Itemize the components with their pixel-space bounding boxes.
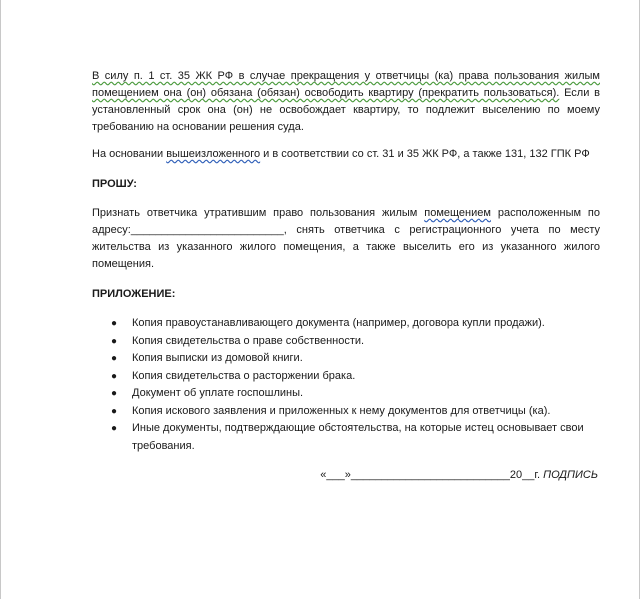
paragraph-request — [92, 205, 600, 273]
list-item — [92, 315, 600, 333]
list-item-text: Копия свидетельства о расторжении брака. — [132, 369, 356, 382]
paragraph-text: и в соответствии со ст. 31 и 35 ЖК РФ, а также 131, 132 ГПК РФ — [260, 148, 590, 160]
spell-flagged-word: помещением — [424, 207, 491, 219]
signature-date: «___»__________________________20__г. — [320, 469, 541, 481]
bullet-icon: ● — [111, 318, 118, 329]
paragraph-text: Если в установленный срок она (он) не освобождает квартиру, то подлежит выселению по моему требованию на основании решения суда. — [92, 87, 600, 133]
list-item-text: Документ об уплате госпошлины. — [132, 387, 304, 399]
list-item-text: Копия свидетельства о праве собственности. — [132, 334, 365, 347]
bullet-icon: ● — [111, 335, 118, 347]
bullet-icon: ● — [111, 423, 118, 434]
signature-line — [320, 469, 598, 481]
spell-flagged-word: вышеизложенного — [166, 148, 261, 160]
list-item — [92, 350, 600, 368]
list-item — [92, 385, 600, 403]
paragraph-text: расположенным по адресу:_________________________, снять ответчика с регистрационного учета по месту жительства из указанного жилого помещения, а также выселить его из указанного жилого помещения. — [92, 207, 600, 270]
bullet-icon: ● — [111, 405, 118, 417]
list-item-text: Иные документы, подтверждающие обстоятельства, на которые истец основывает свои требования. — [132, 422, 584, 452]
document-body — [92, 68, 600, 455]
paragraph-text: Признать ответчика утратившим право пользования жилым — [92, 207, 425, 219]
attachments-heading: ПРИЛОЖЕНИЕ: — [92, 288, 176, 300]
bullet-icon: ● — [111, 388, 118, 399]
request-heading: ПРОШУ: — [92, 178, 137, 190]
list-item — [92, 403, 600, 421]
bullet-icon: ● — [111, 370, 118, 382]
signature-label: ПОДПИСЬ — [540, 469, 598, 481]
list-item-text: Копия искового заявления и приложенных к нему документов для ответчицы (ка). — [132, 404, 551, 417]
list-item-text: Копия правоустанавливающего документа (например, договора купли продажи). — [132, 317, 545, 329]
list-item — [92, 368, 600, 386]
paragraph-grounds — [92, 146, 600, 163]
paragraph-text: На основании — [92, 148, 167, 160]
attachments-list — [92, 315, 600, 455]
list-item — [92, 420, 600, 455]
list-item — [92, 333, 600, 351]
list-item-text: Копия выписки из домовой книги. — [132, 352, 303, 364]
grammar-flagged-text: В силу п. 1 ст. 35 ЖК РФ в случае прекращения у ответчицы (ка) права пользования жилым помещением она (он) обязана (обязан) освободить квартиру (прекратить пользоваться). — [92, 70, 600, 99]
bullet-icon: ● — [111, 353, 118, 364]
paragraph-legal-basis — [92, 68, 600, 136]
page-left-edge — [0, 0, 1, 599]
